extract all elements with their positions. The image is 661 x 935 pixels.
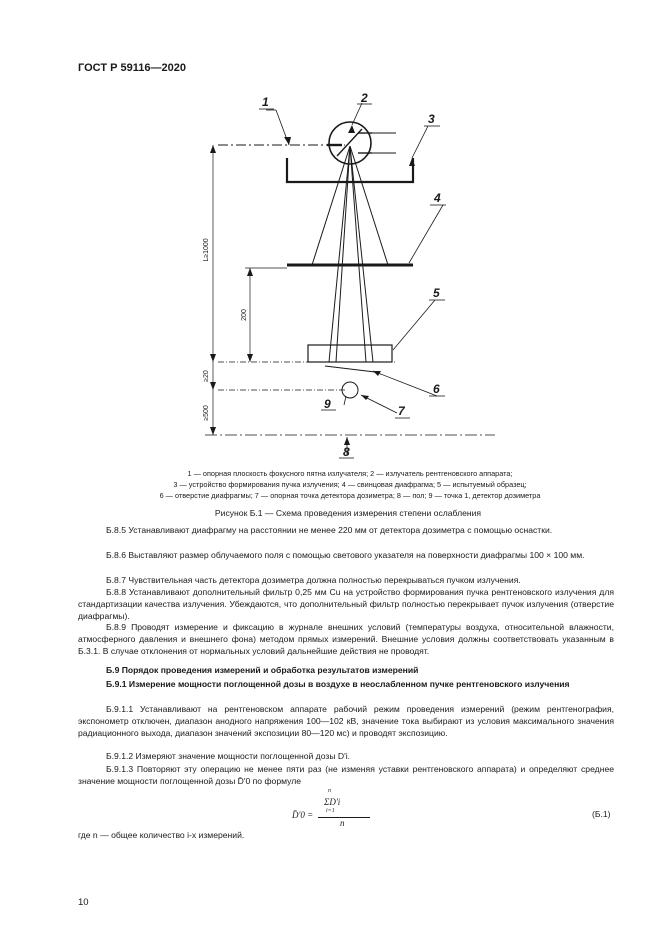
label-4: 4 [434,191,441,205]
dim-20: ≥20 [203,370,210,382]
formula-sum-bottom: i=1 [326,808,335,814]
dim-200: 200 [241,309,248,321]
section-b91-title: Б.9.1 Измерение мощности поглощенной дозы в воздухе в неослабленном пучке рентгеновского излучения [106,679,570,689]
formula-number: (Б.1) [592,809,611,819]
test-specimen [308,345,392,362]
label-7: 7 [398,404,405,418]
formula-sum-top: n [328,788,331,794]
label-9: 9 [324,397,331,411]
x-ray-tube-circle [329,122,371,164]
section-b9-title: Б.9 Порядок проведения измерений и обработка результатов измерений [106,665,419,675]
label-8: 8 [343,445,350,459]
formula-sum: ΣD'i [324,797,341,807]
paragraph-b88: Б.8.8 Устанавливают дополнительный фильтр 0,25 мм Cu на устройство формирования пучка рентгеновского излучения для стандартизации качества излучения. Убеждаются, что дополнительный фильтр полностью перекрывает пучок излучения (отверстие диафрагмы). [78,587,614,621]
where-clause: где n — общее количество i-х измерений. [78,830,245,840]
label-3: 3 [428,112,435,126]
legend-line-1: 1 — опорная плоскость фокусного пятна излучателя; 2 — излучатель рентгеновского аппарата; [187,469,513,478]
label-1: 1 [262,95,269,109]
paragraph-b87: Б.8.7 Чувствительная часть детектора дозиметра должна полностью перекрываться пучком излучения. [106,575,521,585]
standard-header: ГОСТ Р 59116—2020 [78,62,186,74]
figure-caption: Рисунок Б.1 — Схема проведения измерения степени ослабления [214,508,482,518]
legend-line-3: 6 — отверстие диафрагмы; 7 — опорная точка детектора дозиметра; 8 — пол; 9 — точка 1, детектор дозиметра [159,491,541,500]
formula-denominator: n [340,818,345,828]
paragraph-b912: Б.9.1.2 Измеряют значение мощности поглощенной дозы D'i. [106,751,351,761]
paragraph-b86: Б.8.6 Выставляют размер облучаемого поля с помощью светового указателя на поверхности диафрагмы 100 × 100 мм. [106,550,585,560]
formula-lhs: D̄'0 = [292,810,314,820]
dim-l1000: L≥1000 [203,238,210,262]
paragraph-b913: Б.9.1.3 Повторяют эту операцию не менее пяти раз (не изменяя уставки рентгеновского аппарата) и определяют среднее значение мощности поглощенной дозы D̄'0 по формуле [78,764,614,786]
paragraph-b89: Б.8.9 Проводят измерение и фиксацию в журнале внешних условий (температуры воздуха, относительной влажности, атмосферного давления и внешнего фона) методом прямых измерений. Внешние условия должны соответствовать указанным в Б.3.1. В случае отклонения от нормальных условий дальнейшие действия не проводят. [78,622,614,656]
paragraph-b911: Б.9.1.1 Устанавливают на рентгеновском аппарате рабочий режим проведения измерений (режим рентгенография, экспонометр отключен, диапазон анодного напряжения 100—102 кВ, значение тока выбирают из условия максимального значения радиационного выхода, диапазон значений экспозиции 80—120 мс) и проводят экспозицию. [78,704,614,738]
dim-500: ≥500 [203,405,210,421]
page-number: 10 [78,897,89,908]
label-2: 2 [361,91,368,105]
paragraph-b85: Б.8.5 Устанавливают диафрагму на расстоянии не менее 220 мм от детектора дозиметра с помощью оснастки. [106,525,553,535]
beam-forming-device [287,158,413,182]
label-5: 5 [433,286,440,300]
legend-line-2: 3 — устройство формирования пучка излучения; 4 — свинцовая диафрагма; 5 — испытуемый образец; [173,480,527,489]
label-6: 6 [433,382,440,396]
